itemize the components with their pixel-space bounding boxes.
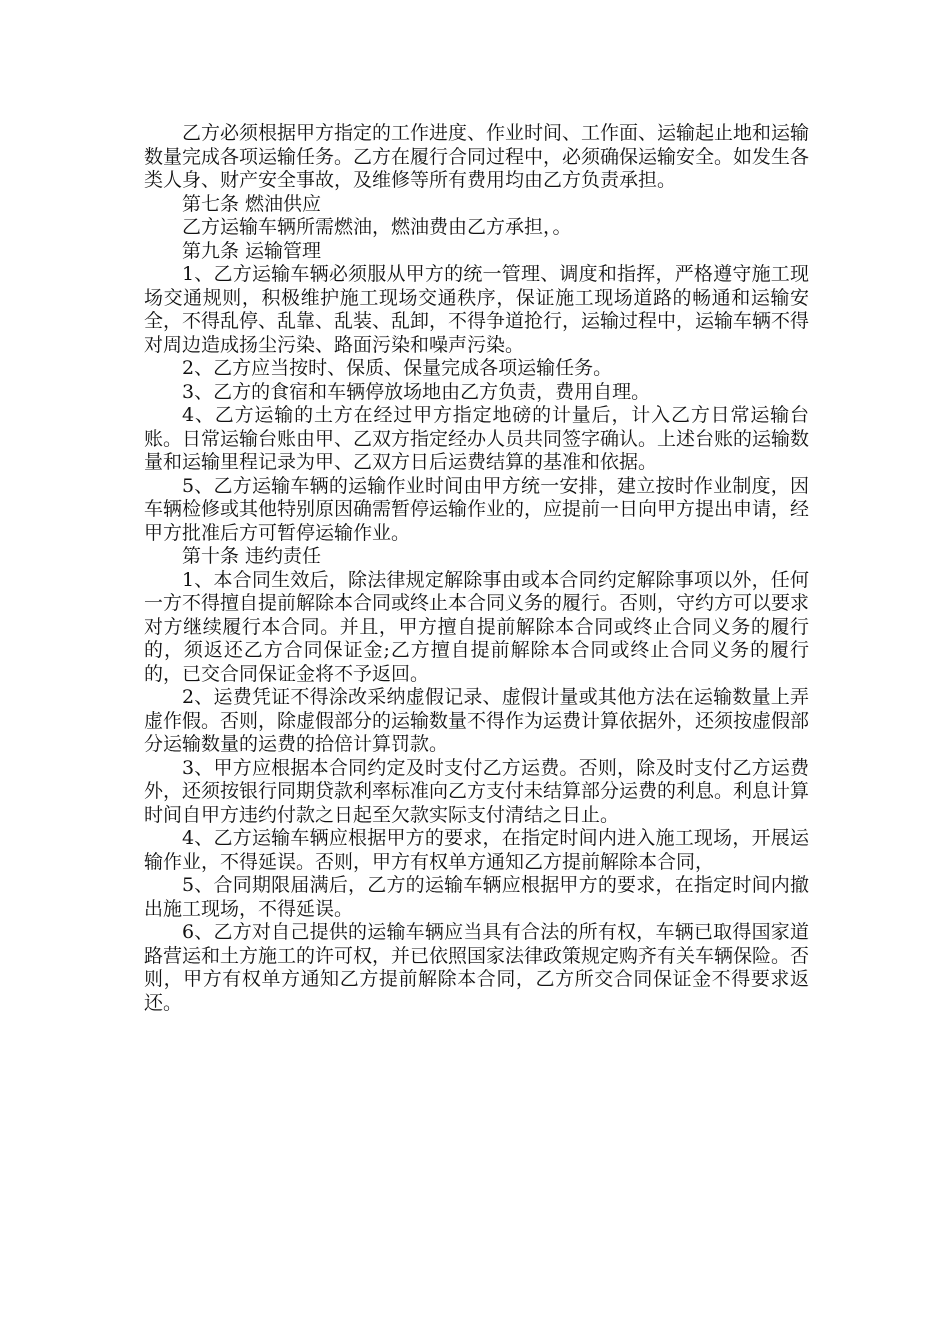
paragraph-9-1: 1、乙方运输车辆必须服从甲方的统一管理、调度和指挥，严格遵守施工现场交通规则，积极维护施工现场交通秩序，保证施工现场道路的畅通和运输安全，不得乱停、乱靠、乱装、乱卸，不得争道抢行，运输过程中，运输车辆不得对周边造成扬尘污染、路面污染和噪声污染。 — [144, 263, 810, 356]
paragraph-fuel: 乙方运输车辆所需燃油，燃油费由乙方承担，。 — [182, 216, 572, 238]
paragraph-10-3: 3、甲方应根据本合同约定及时支付乙方运费。否则，除及时支付乙方运费外，还须按银行同期贷款利率标准向乙方支付未结算部分运费的利息。利息计算时间自甲方违约付款之日起至欠款实际支付清结之日止。 — [144, 756, 810, 826]
paragraph-10-5: 5、合同期限届满后，乙方的运输车辆应根据甲方的要求，在指定时间内撤出施工现场，不得延误。 — [144, 874, 809, 920]
paragraph-10-4: 4、乙方运输车辆应根据甲方的要求，在指定时间内进入施工现场，开展运输作业，不得延误。否则，甲方有权单方通知乙方提前解除本合同， — [144, 827, 809, 873]
paragraph-9-5: 5、乙方运输车辆的运输作业时间由甲方统一安排，建立按时作业制度，因车辆检修或其他特别原因确需暂停运输作业的，应提前一日向甲方提出申请，经甲方批准后方可暂停运输作业。 — [144, 474, 810, 544]
heading-article-9: 第九条 运输管理 — [182, 239, 322, 262]
paragraph-9-3: 3、乙方的食宿和车辆停放场地由乙方负责，费用自理。 — [182, 380, 651, 403]
paragraph-9-2: 2、乙方应当按时、保质、保量完成各项运输任务。 — [182, 357, 613, 379]
paragraph-10-6: 6、乙方对自己提供的运输车辆应当具有合法的所有权，车辆已取得国家道路营运和土方施工的许可权，并已依照国家法律政策规定购齐有关车辆保险。否则，甲方有权单方通知乙方提前解除本合同，乙方所交合同保证金不得要求返还。 — [144, 921, 810, 1014]
paragraph-transport-duties: 乙方必须根据甲方指定的工作进度、作业时间、工作面、运输起止地和运输数量完成各项运输任务。乙方在履行合同过程中，必须确保运输安全。如发生各类人身、财产安全事故，及维修等所有费用均由乙方负责承担。 — [144, 122, 810, 191]
heading-article-7: 第七条 燃油供应 — [182, 192, 322, 215]
paragraph-9-4: 4、乙方运输的土方在经过甲方指定地磅的计量后，计入乙方日常运输台账。日常运输台账由甲、乙双方指定经办人员共同签字确认。上述台账的运输数量和运输里程记录为甲、乙双方日后运费结算的基准和依据。 — [144, 404, 810, 473]
heading-article-10: 第十条 违约责任 — [182, 545, 322, 567]
document-body — [144, 122, 809, 1015]
paragraph-10-1: 1、本合同生效后，除法律规定解除事由或本合同约定解除事项以外，任何一方不得擅自提前解除本合同或终止本合同义务的履行。否则，守约方可以要求对方继续履行本合同。并且，甲方擅自提前解除本合同或终止合同义务的履行的，须返还乙方合同保证金;乙方擅自提前解除本合同或终止合同义务的履行的，已交合同保证金将不予返回。 — [144, 568, 810, 685]
paragraph-10-2: 2、运费凭证不得涂改采纳虚假记录、虚假计量或其他方法在运输数量上弄虚作假。否则，除虚假部分的运输数量不得作为运费计算依据外，还须按虚假部分运输数量的运费的拾倍计算罚款。 — [144, 686, 810, 755]
